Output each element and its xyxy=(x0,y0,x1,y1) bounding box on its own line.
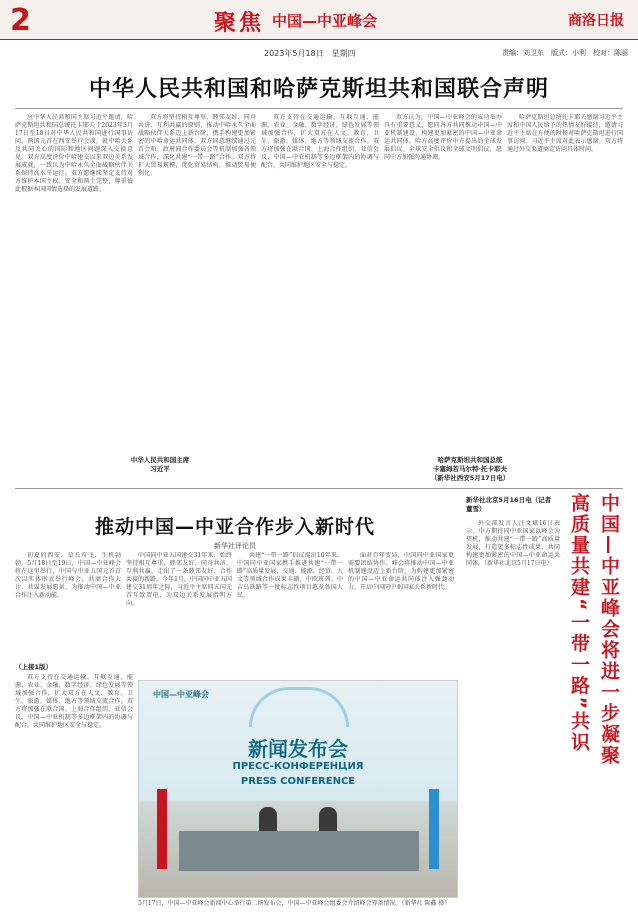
press-conference-photo xyxy=(138,680,458,898)
article-column: 共建“一带一路”倡议提出10年来，中国同中亚国家携手推进共建“一带一路”高质量发展，交通、能源、经贸、人文等领域合作成果丰硕，中欧班列、中吉乌铁路等一批标志性项目惠及各国人民。 xyxy=(237,552,343,599)
article-column: 初夏的西安，草长莺飞，生机勃勃。5月18日至19日，中国—中亚峰会将在这里举行，中国与中亚五国元首首次以实体形式举行峰会，共商合作大计、共谋发展愿景，为推动中国—中亚合作注入新动能。 xyxy=(15,552,121,599)
byline: 新华社评论员 xyxy=(214,542,256,550)
backdrop-title-ru: ПРЕСС-КОНФЕРЕНЦИЯ xyxy=(232,761,364,772)
flag-icon xyxy=(429,789,439,869)
summit-logo-icon xyxy=(249,687,349,727)
main-headline: 中华人民共和国和哈萨克斯坦共和国联合声明 xyxy=(88,77,549,102)
article-column: 面对百年变局，中国同中亚国家更需要团结协作。峰会将推动中国—中亚机制建设迈上新台阶，为构建更加紧密的中国—中亚命运共同体注入强劲动力，开启中国同中亚国家关系新时代。 xyxy=(348,552,454,591)
newspaper-masthead: 商洛日报 xyxy=(568,13,624,29)
vertical-headline: 高质量共建“一带一路”共识 xyxy=(568,493,590,753)
section-title: 中国—中亚峰会 xyxy=(272,12,378,30)
article-column: 双方支持在交通运输、互联互通、能源、农业、金融、数字经济、绿色发展等领域加强合作，扩大双方在人文、教育、卫生、旅游、媒体、地方等领域交流合作。双方将加强在联合国、上海合作组织、亚信会议、中国—中亚机制等多边框架内的协调与配合，共同维护地区安全与稳定。 xyxy=(15,674,133,729)
signature-block: 哈萨克斯坦共和国总统 卡塞姆若马尔特·托卡耶夫 （新华社西安5月17日电） xyxy=(430,456,510,482)
article-column: 双方支持在交通运输、互联互通、能源、农业、金融、数字经济、绿色发展等领域加强合作，扩大双方在人文、教育、卫生、旅游、媒体、地方等领域交流合作。双方将加强在联合国、上海合作组织、亚信会议、中国—中亚机制等多边框架内的协调与配合，共同维护地区安全与稳定。 xyxy=(261,114,379,169)
vertical-headline: 中国—中亚峰会将进一步凝聚 xyxy=(598,493,620,766)
article-column: 双方认为，中国—中亚峰会的成功举办具有重要意义，愿同各方共同推动中国—中亚机制建设，构建更加紧密的中国—中亚命运共同体。哈方高度评价中方提出的全球发展倡议、全球安全倡议和全球文明倡议，愿同中方加强沟通协调。 xyxy=(384,114,502,161)
signature-block: 中华人民共和国主席 习近平 xyxy=(130,456,190,473)
article-column: 哈萨克斯坦总统托卡耶夫感谢习近平主席和中国人民给予的热情友好接待，邀请习近平主席在方便的时候对哈萨克斯坦进行国事访问。习近平主席对此表示感谢。双方将通过外交渠道商定访问具体时间。 xyxy=(507,114,623,153)
article-column: 双方将坚持相互尊重、睦邻友好、同舟共济、互利共赢的原则，推动中哈永久全面战略伙伴关系迈上新台阶，携手构建更加紧密的中哈命运共同体。双方同意继续通过元首会晤、政府间合作委员会等机制加强各领域合作，深化共建“一带一路”合作。双方将扩大贸易规模，优化贸易结构，推动贸易便利化。 xyxy=(138,114,256,177)
side-dateline: 新华社北京5月16日电（记者 董雪） xyxy=(466,496,552,513)
divider xyxy=(15,488,623,489)
article-column: 中国同中亚五国建交31年来，始终坚持相互尊重、睦邻友好、同舟共济、互利共赢，走出了一条睦邻友好、合作共赢的新路。今年1月，中国同中亚五国建交31周年之际，习近平主席同五国元首互致贺电，为双边关系发展指明方向。 xyxy=(126,552,232,607)
divider xyxy=(15,108,623,109)
editor-credits: 责编：刘卫东 版式：小利 校对：陈丽 xyxy=(502,49,628,57)
speaker-figure xyxy=(259,807,277,833)
backdrop-title-en: PRESS CONFERENCE xyxy=(240,776,356,787)
side-article-text: 外交部发言人汪文斌16日表示，中方期待同中亚国家以峰会为契机，推动共建“一带一路”高质量发展，打造更多标志性成果，共同构建更加紧密的中国—中亚命运共同体。（新华社北京5月17日电） xyxy=(466,520,560,567)
flag-icon xyxy=(157,789,167,869)
issue-date: 2023年5月18日 星期四 xyxy=(264,49,356,58)
page-number: 2 xyxy=(10,3,31,38)
continued-label: （上接1版） xyxy=(15,663,53,671)
photo-caption: 5月17日，中国—中亚峰会新闻中心举行第二场发布会，中国—中亚峰会组委会介绍峰会筹备情况。（新华社 陈鑫 摄） xyxy=(138,900,451,907)
commentary-headline: 推动中国—中亚合作步入新时代 xyxy=(94,516,375,538)
podium-desk xyxy=(179,831,419,871)
backdrop-title: 新闻发布会 xyxy=(248,737,348,761)
page-header xyxy=(0,0,638,40)
speaker-figure xyxy=(319,807,337,833)
summit-logo-text: 中国—中亚峰会 xyxy=(153,690,209,699)
section-tag: 聚焦 xyxy=(214,11,265,36)
article-column: 应中华人民共和国主席习近平邀请，哈萨克斯坦共和国总统托卡耶夫于2023年5月17日至18日对中华人民共和国进行国事访问。两国元首在西安举行会谈，就中哈关系及共同关心的国际和地区问题深入交换意见。双方高度评价中哈建交以来双边关系发展成就，一致认为中哈永久全面战略伙伴关系保持高水平运行。双方愿继续坚定支持对方维护本国主权、安全和领土完整，尊重彼此根据本国国情选择的发展道路。 xyxy=(15,114,133,193)
